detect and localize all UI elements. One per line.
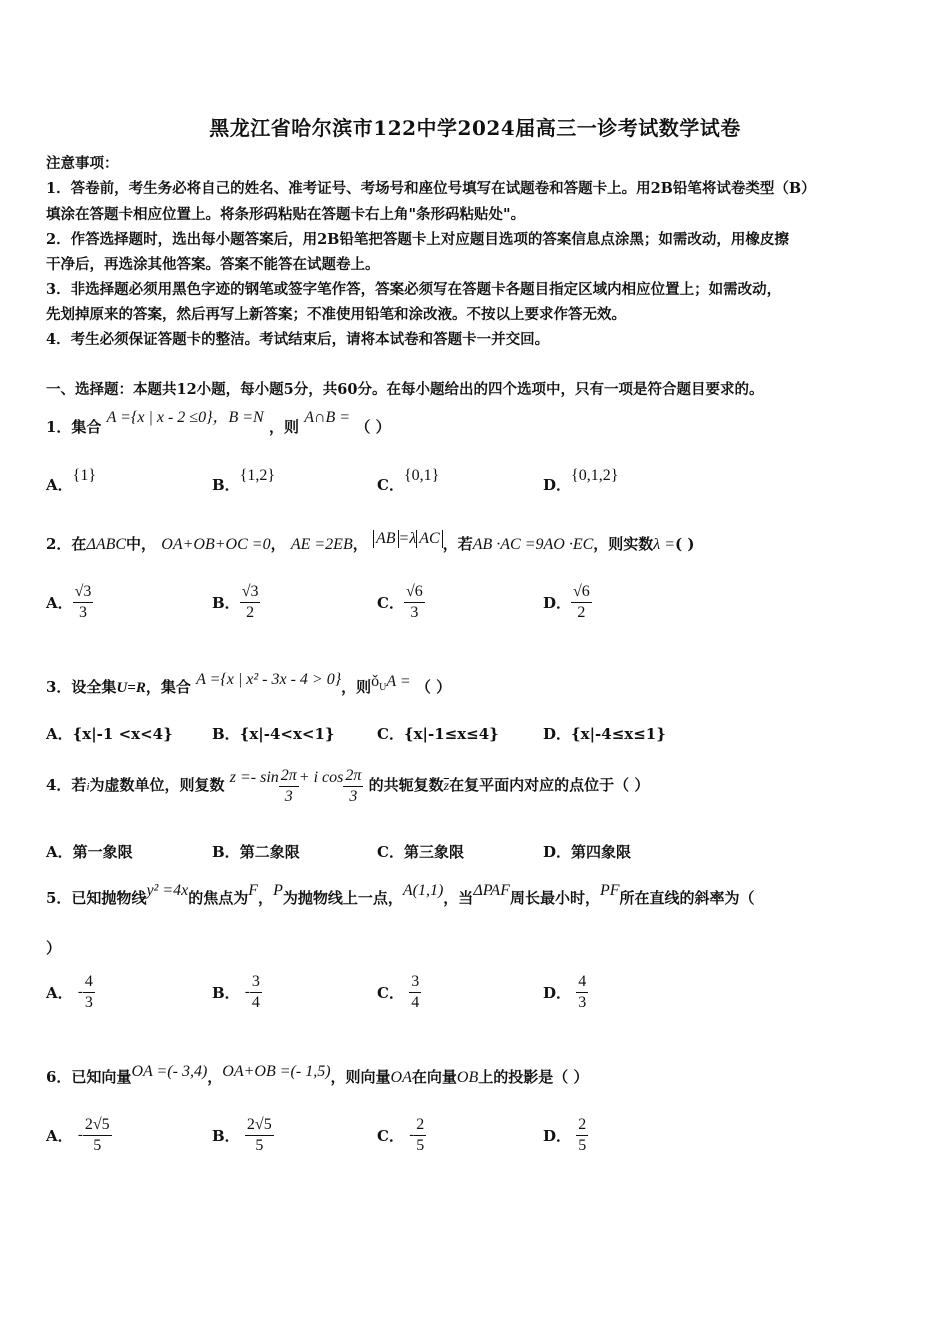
q6-text: 在向量 (411, 1068, 457, 1086)
q6-vector-2: OA+OB =(- 1,5) (222, 1063, 331, 1080)
q5-close-paren: ） (46, 939, 62, 957)
q4-option-c: C．第三象限 (377, 843, 464, 861)
q2-number: 2．在 (46, 535, 87, 553)
q3-option-a: A．{x|-1 <x<4} (46, 725, 173, 743)
q5-text: 周长最小时， (509, 889, 600, 907)
q2-text: 中， (126, 535, 157, 553)
q2-text: ，若 (442, 535, 473, 553)
q6-text: 上的投影是（ ） (478, 1068, 589, 1086)
q2-condition-4: AB ·AC =9AO ·EC (472, 536, 594, 553)
q4-fraction-1: $\frac{2\pi}{3}$ (280, 766, 297, 805)
note-line: 4．考生必须保证答题卡的整洁。考试结束后，请将本试卷和答题卡一并交回。 (46, 331, 550, 348)
q3-complement: $ǒ_UA$ = (371, 673, 411, 694)
q6-oa: OA (390, 1069, 412, 1086)
question-6: 6．已知向量OA =(- 3,4)，OA+OB =(- 1,5)，则向量OA在向量OB上的投影是（ ） (46, 1063, 589, 1086)
q2-paren: ( ) (675, 535, 695, 553)
question-2: 2．在ΔABC中， OA+OB+OC =0， AE =2EB， AB =λ AC ，若AB ·AC =9AO ·EC，则实数λ =( ) (46, 530, 695, 553)
q6-vector-1: OA =(- 3,4) (131, 1063, 208, 1080)
q5-point-p: P (273, 882, 283, 899)
q3-option-b: B．{x|-4<x<1} (212, 725, 335, 743)
q4-fraction-2: $\frac{2\pi}{3}$ (345, 766, 362, 805)
notes-heading: 注意事项： (46, 155, 119, 172)
note-line: 先划掉原来的答案，然后再写上新答案；不准使用铅笔和涂改液。不按以上要求作答无效。 (46, 306, 626, 323)
q5-option-d: D． $\frac{4}{3}$ (543, 973, 587, 1011)
q1-number: 1．集合 (46, 418, 102, 436)
q3-option-c: C．{x|-1≤x≤4} (377, 725, 499, 743)
q1-option-d: D．{0,1,2} (543, 467, 619, 494)
q4-text: 的共轭复数 (368, 776, 444, 794)
note-line: 干净后，再选涂其他答案。答案不能答在试题卷上。 (46, 256, 380, 273)
q6-option-a: A． - $\frac{2√5}{5}$ (46, 1116, 110, 1154)
q4-text: 在复平面内对应的点位于（ ） (449, 776, 650, 794)
q5-focus: F (248, 882, 259, 899)
q4-zbar: $\overline{z}$ (443, 779, 450, 794)
q6-option-d: D． $\frac{2}{5}$ (543, 1116, 587, 1154)
q2-option-b: B． $\frac{√3}{2}$ (212, 583, 259, 621)
q5-point-a: A(1,1) (402, 882, 444, 899)
q6-text: ，则向量 (330, 1068, 391, 1086)
q3-option-d: D．{x|-4≤x≤1} (543, 725, 666, 743)
q5-option-a: A． - $\frac{4}{3}$ (46, 973, 93, 1011)
note-line: 填涂在答题卡相应位置上。将条形码粘贴在答题卡右上角"条形码粘贴处"。 (46, 206, 526, 223)
q3-paren: （ ） (415, 678, 452, 696)
q6-ob: OB (456, 1069, 479, 1086)
section-heading: 一、选择题：本题共12小题，每小题5分，共60分。在每小题给出的四个选项中，只有一项是符合题目要求的。 (46, 381, 764, 398)
q1-option-a: A．{1} (46, 467, 96, 494)
page-title: 黑龙江省哈尔滨市122中学2024届高三一诊考试数学试卷 (209, 116, 741, 140)
q1-set: A ={x | x - 2 ≤0}，B =N (106, 409, 264, 426)
q2-option-a: A． $\frac{√3}{3}$ (46, 583, 92, 621)
q4-text: 为虚数单位，则复数 (89, 776, 225, 794)
q2-option-c: C． $\frac{√6}{3}$ (377, 583, 423, 621)
q2-triangle: ΔABC (86, 536, 127, 553)
q4-z-def: z =- sin (229, 769, 279, 786)
q5-option-b: B． - $\frac{3}{4}$ (212, 973, 260, 1011)
q3-universe: U=R (116, 680, 146, 696)
q5-text: 的焦点为 (188, 889, 249, 907)
note-line: 1．答卷前，考生务必将自己的姓名、准考证号、考场号和座位号填写在试题卷和答题卡上。用2B铅笔将试卷类型（B） (46, 180, 816, 197)
q5-number: 5．已知抛物线 (46, 889, 147, 907)
q2-lambda: λ = (653, 536, 676, 553)
q5-text: 所在直线的斜率为（ (619, 889, 755, 907)
q2-option-d: D． $\frac{√6}{2}$ (543, 583, 590, 621)
q1-option-b: B．{1,2} (212, 467, 276, 494)
q4-i: i (86, 781, 90, 793)
q6-option-b: B． $\frac{2√5}{5}$ (212, 1116, 272, 1154)
q6-option-c: C． - $\frac{2}{5}$ (377, 1116, 425, 1154)
q4-z-def: + i cos (298, 769, 344, 786)
question-4 (46, 760, 649, 810)
note-line: 3．非选择题必须用黑色字迹的钢笔或签字笔作答，答案必须写在答题卡各题目指定区域内相应位置上；如需改动， (46, 281, 782, 298)
q1-option-c: C．{0,1} (377, 467, 440, 494)
q5-equation: y² =4x (146, 882, 189, 899)
q2-condition-1: OA+OB+OC =0 (161, 536, 271, 553)
q3-number: 3．设全集 (46, 678, 117, 696)
q4-number: 4．若 (46, 776, 87, 794)
q3-text: ，则 (341, 678, 372, 696)
q5-option-c: C． $\frac{3}{4}$ (377, 973, 420, 1011)
q4-option-d: D．第四象限 (543, 843, 632, 861)
q4-option-a: A．第一象限 (46, 843, 133, 861)
question-5: 5．已知抛物线y² =4x的焦点为F，P为抛物线上一点，A(1,1)，当ΔPAF周长最小时，PF所在直线的斜率为（ (46, 882, 755, 907)
q1-paren: （ ） (355, 418, 391, 436)
q3-text: ，集合 (145, 678, 191, 696)
question-3 (46, 671, 452, 699)
q3-set: A ={x | x² - 3x - 4 > 0} (196, 671, 342, 688)
q2-condition-3: AB =λ AC (373, 530, 443, 547)
q1-expr: A∩B = (304, 409, 351, 426)
q1-then: ，则 (268, 418, 299, 436)
question-1 (46, 409, 391, 437)
q6-number: 6．已知向量 (46, 1068, 132, 1086)
q4-option-b: B．第二象限 (212, 843, 300, 861)
note-line: 2．作答选择题时，选出每小题答案后，用2B铅笔把答题卡上对应题目选项的答案信息点涂黑；如需改动，用橡皮擦 (46, 231, 789, 248)
q2-text: ，则实数 (593, 535, 654, 553)
q5-pf: PF (599, 882, 620, 899)
q2-condition-2: AE =2EB (290, 536, 353, 553)
q5-triangle: ΔPAF (473, 882, 510, 899)
q5-text: 为抛物线上一点， (282, 889, 403, 907)
